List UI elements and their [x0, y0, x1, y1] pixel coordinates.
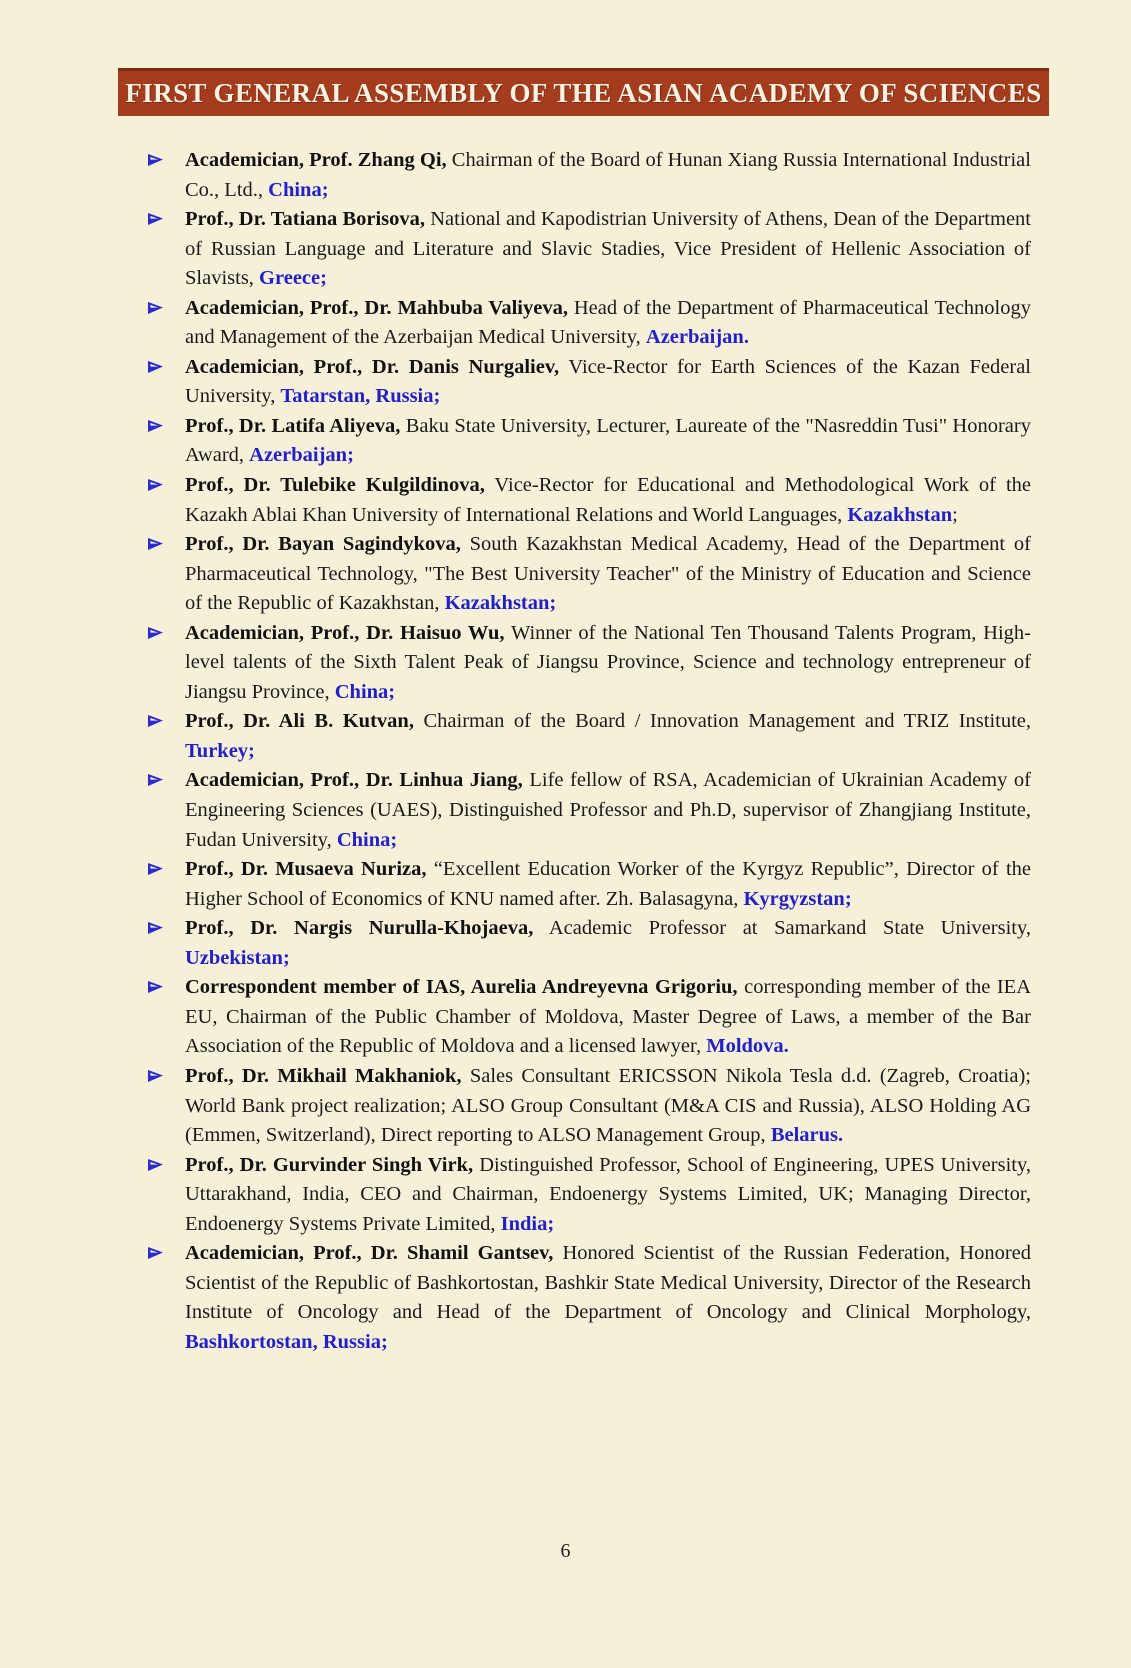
- entry-country: Azerbaijan;: [249, 444, 354, 467]
- entry-text: [185, 412, 1031, 471]
- entry-country: Kyrgyzstan;: [743, 887, 852, 910]
- arrowhead-bullet-icon: [147, 471, 185, 530]
- entry-text: [185, 973, 1031, 1062]
- entry-name: Prof., Dr. Tatiana Borisova,: [185, 208, 426, 231]
- entry-country: Kazakhstan: [847, 503, 953, 526]
- entry-details: South Kazakhstan Medical Academy, Head of the Department of Pharmaceutical Technology, "The Best University Teacher" of the Ministry of Education and Science of the Republic of Kazakhstan,: [185, 533, 1031, 615]
- entry-name: Academician, Prof. Zhang Qi,: [185, 149, 447, 171]
- list-item: [147, 205, 1031, 294]
- entry-suffix: ;: [952, 503, 958, 526]
- entry-text: [185, 294, 1031, 353]
- list-item: [147, 353, 1031, 412]
- entry-text: [185, 471, 1031, 530]
- list-item: [147, 855, 1031, 914]
- arrowhead-bullet-icon: [147, 973, 185, 1062]
- entry-country: Belarus.: [770, 1124, 844, 1147]
- arrowhead-bullet-icon: [147, 707, 185, 766]
- list-item: [147, 530, 1031, 619]
- page-number: 6: [560, 1540, 571, 1562]
- header-banner: [118, 68, 1049, 116]
- entry-name: Prof., Dr. Ali B. Kutvan,: [185, 710, 414, 733]
- entry-country: Kazakhstan;: [444, 592, 557, 615]
- entry-name: Academician, Prof., Dr. Danis Nurgaliev,: [185, 355, 560, 378]
- arrowhead-bullet-icon: [147, 766, 185, 855]
- arrowhead-bullet-icon: [147, 146, 185, 205]
- arrowhead-bullet-icon: [147, 619, 185, 708]
- entry-details: Head of the Department of Pharmaceutical Technology and Management of the Azerbaijan Medical University,: [185, 296, 1031, 349]
- arrowhead-bullet-icon: [147, 1151, 185, 1240]
- list-item: [147, 412, 1031, 471]
- page-title: FIRST GENERAL ASSEMBLY OF THE ASIAN ACADEMY OF SCIENCES: [125, 78, 1042, 108]
- entry-text: [185, 530, 1031, 619]
- member-list: [147, 146, 1031, 1357]
- entry-country: Greece;: [259, 267, 327, 290]
- entry-country: Tatarstan, Russia;: [280, 385, 441, 408]
- entry-country: China;: [336, 828, 398, 851]
- entry-details: Vice-Rector for Educational and Methodological Work of the Kazakh Ablai Khan University of International Relations and World Languages,: [185, 474, 1031, 526]
- entry-name: Academician, Prof., Dr. Shamil Gantsev,: [185, 1242, 554, 1265]
- entry-details: Academic Professor at Samarkand State University,: [533, 917, 1031, 940]
- list-item: [147, 766, 1031, 855]
- list-item: [147, 1062, 1031, 1151]
- entry-text: [185, 707, 1031, 766]
- entry-details: Chairman of the Board / Innovation Management and TRIZ Institute,: [413, 710, 1032, 733]
- entry-details: Life fellow of RSA, Academician of Ukrainian Academy of Engineering Sciences (UAES), Distinguished Professor and Ph.D, supervisor of Zhangjiang Institute, Fudan University,: [185, 769, 1032, 851]
- entry-name: Correspondent member of IAS, Aurelia Andreyevna Grigoriu,: [185, 976, 738, 999]
- list-item: [147, 619, 1031, 708]
- entry-details: Vice-Rector for Earth Sciences of the Kazan Federal University,: [185, 355, 1032, 408]
- entry-details: Baku State University, Lecturer, Laureate of the "Nasreddin Tusi" Honorary Award,: [185, 414, 1031, 467]
- entry-country: Turkey;: [185, 739, 255, 762]
- list-item: [147, 914, 1031, 973]
- entry-country: China;: [334, 680, 396, 703]
- entry-country: China;: [268, 178, 329, 201]
- entry-details: corresponding member of the IEA EU, Chairman of the Public Chamber of Moldova, Master Degree of Laws, a member of the Bar Association of the Republic of Moldova and a licensed lawyer,: [185, 976, 1031, 1058]
- entry-name: Academician, Prof., Dr. Linhua Jiang,: [185, 769, 523, 792]
- entry-name: Prof., Dr. Mikhail Makhaniok,: [185, 1064, 462, 1087]
- entry-details: Chairman of the Board of Hunan Xiang Russia International Industrial Co., Ltd.,: [185, 149, 1031, 201]
- entry-text: [185, 1062, 1031, 1151]
- entry-name: Prof., Dr. Nargis Nurulla-Khojaeva,: [185, 917, 534, 940]
- list-item: [147, 1239, 1031, 1357]
- list-item: [147, 707, 1031, 766]
- entry-name: Academician, Prof., Dr. Haisuo Wu,: [185, 621, 505, 644]
- entry-text: [185, 1151, 1031, 1240]
- arrowhead-bullet-icon: [147, 412, 185, 471]
- entry-text: [185, 855, 1031, 914]
- entry-name: Prof., Dr. Latifa Aliyeva,: [185, 414, 401, 437]
- arrowhead-bullet-icon: [147, 1239, 185, 1357]
- entry-details: Winner of the National Ten Thousand Talents Program, High-level talents of the Sixth Talent Peak of Jiangsu Province, Science and technology entrepreneur of Jiangsu Province,: [185, 621, 1032, 703]
- arrowhead-bullet-icon: [147, 1062, 185, 1151]
- entry-country: Azerbaijan.: [645, 326, 749, 349]
- entry-name: Prof., Dr. Gurvinder Singh Virk,: [185, 1153, 474, 1176]
- entry-details: National and Kapodistrian University of Athens, Dean of the Department of Russian Language and Literature and Slavic Stadies, Vice President of Hellenic Association of Slavists,: [185, 208, 1031, 290]
- entry-text: [185, 766, 1031, 855]
- entry-name: Prof., Dr. Tulebike Kulgildinova,: [185, 474, 485, 497]
- list-item: [147, 471, 1031, 530]
- list-item: [147, 973, 1031, 1062]
- entry-text: [185, 619, 1031, 708]
- arrowhead-bullet-icon: [147, 530, 185, 619]
- entry-text: [185, 353, 1031, 412]
- entry-country: Bashkortostan, Russia;: [185, 1330, 388, 1353]
- entry-text: [185, 1239, 1031, 1357]
- entry-text: [185, 146, 1031, 205]
- entry-details: Sales Consultant ERICSSON Nikola Tesla d.d. (Zagreb, Croatia); World Bank project realization; ALSO Group Consultant (M&A CIS and Russia), ALSO Holding AG (Emmen, Switzerland), Direct reporting to ALSO Management Group,: [185, 1064, 1031, 1147]
- arrowhead-bullet-icon: [147, 855, 185, 914]
- entry-details: “Excellent Education Worker of the Kyrgyz Republic”, Director of the Higher School of Economics of KNU named after. Zh. Balasagyna,: [185, 858, 1031, 910]
- entry-name: Academician, Prof., Dr. Mahbuba Valiyeva,: [185, 296, 568, 319]
- entry-text: [185, 914, 1031, 973]
- entry-name: Prof., Dr. Musaeva Nuriza,: [185, 858, 427, 881]
- entry-details: Distinguished Professor, School of Engineering, UPES University, Uttarakhand, India, CEO and Chairman, Endoenergy Systems Limited, UK; Managing Director, Endoenergy Systems Private Limited,: [185, 1153, 1032, 1235]
- list-item: [147, 294, 1031, 353]
- arrowhead-bullet-icon: [147, 205, 185, 294]
- arrowhead-bullet-icon: [147, 353, 185, 412]
- entry-country: Moldova.: [706, 1035, 789, 1058]
- entry-name: Prof., Dr. Bayan Sagindykova,: [185, 533, 461, 556]
- entry-text: [185, 205, 1031, 294]
- list-item: [147, 146, 1031, 205]
- entry-country: India;: [500, 1212, 555, 1235]
- list-item: [147, 1151, 1031, 1240]
- arrowhead-bullet-icon: [147, 294, 185, 353]
- entry-country: Uzbekistan;: [185, 946, 290, 969]
- entry-details: Honored Scientist of the Russian Federation, Honored Scientist of the Republic of Bashkortostan, Bashkir State Medical University, Director of the Research Institute of Oncology and Head of the Department of Oncology and Clinical Morphology,: [185, 1242, 1032, 1324]
- arrowhead-bullet-icon: [147, 914, 185, 973]
